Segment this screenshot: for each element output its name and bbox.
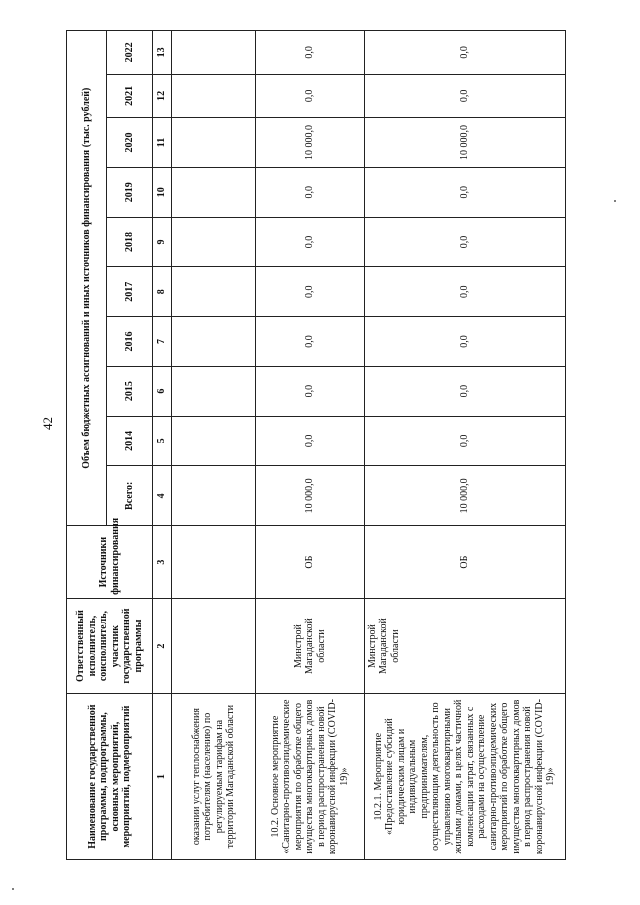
row-responsible: Минстрой Магаданской области [256, 598, 365, 693]
row-value: 0,0 [364, 416, 565, 466]
row-value [172, 217, 256, 267]
row-name: оказании услуг теплоснабжения потребителям (населению) по регулируемым тарифам на территории Магаданской области [172, 694, 256, 860]
header-name: Наименование государственной программы, подпрограммы, основных мероприятий, мероприятий, подмероприятий [67, 694, 153, 860]
row-name: 10.2.1. Мероприятие «Предоставление субсидий юридическим лицам и индивидуальным предпринимателям, осуществляющим деятельность по управлению многоквартирными жилыми домами, в целях частичной компенсации затрат, связанных с расходами на осуществление санитарно-противоэпидемических мероприятий по обработке общего имущества многоквартирных домов в период распространения новой коронавирусной инфекции (COVID-19)» [364, 694, 565, 860]
row-value [172, 416, 256, 466]
header-year: 2018 [107, 217, 153, 267]
rotated-table-container [66, 30, 566, 860]
row-value [172, 31, 256, 75]
row-value [172, 74, 256, 118]
row-total: 10 000,0 [364, 466, 565, 526]
header-year: 2017 [107, 267, 153, 317]
table-row [364, 31, 565, 860]
row-value: 0,0 [256, 366, 365, 416]
column-number: 11 [153, 118, 172, 168]
column-number: 7 [153, 317, 172, 367]
scan-speck [12, 888, 14, 890]
row-value [172, 317, 256, 367]
row-value: 0,0 [364, 167, 565, 217]
table-row [256, 31, 365, 860]
row-value: 0,0 [256, 31, 365, 75]
row-value: 0,0 [364, 74, 565, 118]
header-total: Всего: [107, 466, 153, 526]
row-value: 10 000,0 [364, 118, 565, 168]
row-total: 10 000,0 [256, 466, 365, 526]
row-source [172, 526, 256, 599]
row-value [172, 167, 256, 217]
row-value: 0,0 [364, 217, 565, 267]
row-source: ОБ [364, 526, 565, 599]
column-number: 2 [153, 598, 172, 693]
column-number: 9 [153, 217, 172, 267]
row-value: 0,0 [256, 74, 365, 118]
column-number: 6 [153, 366, 172, 416]
column-number: 12 [153, 74, 172, 118]
row-value [172, 267, 256, 317]
header-year: 2014 [107, 416, 153, 466]
header-responsible: Ответственный исполнитель, соисполнитель, участник государственной программы [67, 598, 153, 693]
row-value [172, 118, 256, 168]
row-value: 0,0 [256, 167, 365, 217]
header-year: 2022 [107, 31, 153, 75]
page-number: 42 [40, 417, 55, 430]
column-number: 3 [153, 526, 172, 599]
row-value: 0,0 [256, 267, 365, 317]
scan-speck [614, 200, 616, 202]
header-year: 2019 [107, 167, 153, 217]
row-source: ОБ [256, 526, 365, 599]
header-year: 2016 [107, 317, 153, 367]
header-source: Источники финансирования [67, 526, 153, 599]
header-year: 2020 [107, 118, 153, 168]
column-number: 5 [153, 416, 172, 466]
row-name: 10.2. Основное мероприятие «Санитарно-противоэпидемические мероприятия по обработке общего имущества многоквартирных домов в период распространения новой коронавирусной инфекции (COVID-19)» [256, 694, 365, 860]
row-value: 0,0 [256, 416, 365, 466]
financing-table [66, 30, 566, 860]
row-value: 0,0 [364, 366, 565, 416]
column-number: 1 [153, 694, 172, 860]
header-year: 2015 [107, 366, 153, 416]
row-value: 10 000,0 [256, 118, 365, 168]
row-value: 0,0 [256, 317, 365, 367]
row-value [172, 366, 256, 416]
column-number: 8 [153, 267, 172, 317]
row-value: 0,0 [256, 217, 365, 267]
row-value: 0,0 [364, 267, 565, 317]
row-value: 0,0 [364, 31, 565, 75]
header-volume: Объем бюджетных ассигнований и иных источников финансирования (тыс. рублей) [67, 31, 107, 526]
row-total [172, 466, 256, 526]
table-row [172, 31, 256, 860]
column-number: 10 [153, 167, 172, 217]
row-value: 0,0 [364, 317, 565, 367]
column-number: 4 [153, 466, 172, 526]
row-responsible: Минстрой Магаданской области [364, 598, 565, 693]
column-number: 13 [153, 31, 172, 75]
row-responsible [172, 598, 256, 693]
header-year: 2021 [107, 74, 153, 118]
